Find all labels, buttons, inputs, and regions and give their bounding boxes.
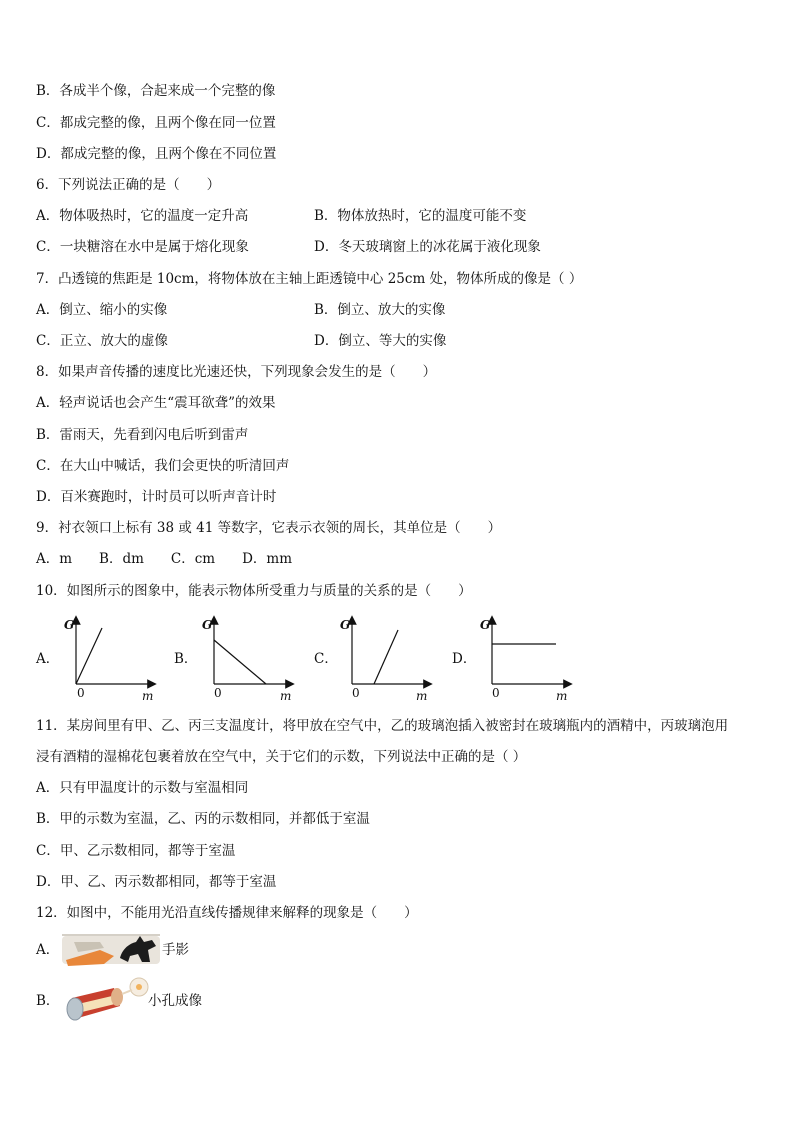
q6-option-d: D．冬天玻璃窗上的冰花属于液化现象 [314, 239, 541, 255]
q7-stem: 7．凸透镜的焦距是 10cm，将物体放在主轴上距透镜中心 25cm 处，物体所成的像是（ ） [36, 271, 583, 287]
graph-c-line [374, 630, 398, 684]
graph-a-origin: 0 [77, 686, 85, 700]
q11-stem-line1: 11．某房间里有甲、乙、丙三支温度计，将甲放在空气中，乙的玻璃泡插入被密封在玻璃瓶内的酒精中，丙玻璃泡用 [36, 718, 729, 734]
q6-option-b: B．物体放热时，它的温度可能不变 [314, 208, 527, 224]
graph-c-origin: 0 [352, 686, 360, 700]
graph-a-x-label: m [142, 689, 154, 703]
q11-stem-line2: 浸有酒精的湿棉花包裹着放在空气中，关于它们的示数，下列说法中正确的是（ ） [36, 749, 527, 765]
graph-d-origin: 0 [492, 686, 500, 700]
q5-option-c: C．都成完整的像，且两个像在同一位置 [36, 115, 276, 131]
pinhole-camera-image [60, 976, 150, 1028]
q12-option-a-caption: 手影 [162, 942, 189, 958]
graph-c-x-label: m [416, 689, 428, 703]
q11-option-b: B．甲的示数为室温，乙、丙的示数相同，并都低于室温 [36, 811, 370, 827]
graph-c-y-label: G [340, 618, 351, 632]
q6-option-a: A．物体吸热时，它的温度一定升高 [36, 208, 249, 224]
q7-option-d: D．倒立、等大的实像 [314, 333, 447, 349]
q11-option-a: A．只有甲温度计的示数与室温相同 [36, 780, 249, 796]
q7-option-c: C．正立、放大的虚像 [36, 333, 168, 349]
graph-c-label: C． [314, 651, 338, 667]
graph-a-label: A． [36, 651, 60, 667]
q8-option-c: C．在大山中喊话，我们会更快的听清回声 [36, 458, 290, 474]
graph-a-y-label: G [64, 618, 75, 632]
q8-option-d: D．百米赛跑时，计时员可以听声音计时 [36, 489, 277, 505]
q12-option-b-caption: 小孔成像 [148, 993, 202, 1009]
graph-d-y-label: G [480, 618, 491, 632]
q12-option-b-label: B． [36, 993, 60, 1009]
q9-stem: 9．衬衣领口上标有 38 或 41 等数字，它表示衣领的周长，其单位是（ ） [36, 520, 502, 536]
graph-d-x-label: m [556, 689, 568, 703]
q8-stem: 8．如果声音传播的速度比光速还快，下列现象会发生的是（ ） [36, 364, 437, 380]
q6-stem: 6．下列说法正确的是（ ） [36, 177, 221, 193]
graph-b-x-label: m [280, 689, 292, 703]
q12-stem: 12．如图中，不能用光沿直线传播规律来解释的现象是（ ） [36, 905, 418, 921]
q5-option-d: D．都成完整的像，且两个像在不同位置 [36, 146, 277, 162]
graph-b-line [214, 640, 266, 684]
q9-options: A．m B．dm C．cm D．mm [36, 551, 293, 567]
q11-option-d: D．甲、乙、丙示数都相同，都等于室温 [36, 874, 277, 890]
q10-stem: 10．如图所示的图象中，能表示物体所受重力与质量的关系的是（ ） [36, 583, 472, 599]
graph-d-label: D． [452, 651, 477, 667]
hand-shadow-image [60, 930, 162, 968]
graph-b-y-label: G [202, 618, 213, 632]
graph-b-label: B． [174, 651, 198, 667]
q7-option-b: B．倒立、放大的实像 [314, 302, 446, 318]
q8-option-b: B．雷雨天，先看到闪电后听到雷声 [36, 427, 249, 443]
graph-b-origin: 0 [214, 686, 222, 700]
q7-option-a: A．倒立、缩小的实像 [36, 302, 168, 318]
q11-option-c: C．甲、乙示数相同，都等于室温 [36, 843, 236, 859]
graph-a-line [76, 628, 102, 684]
q5-option-b: B．各成半个像，合起来成一个完整的像 [36, 83, 276, 99]
q12-option-a-label: A． [36, 942, 60, 958]
q6-option-c: C．一块糖溶在水中是属于熔化现象 [36, 239, 249, 255]
q8-option-a: A．轻声说话也会产生“震耳欲聋”的效果 [36, 395, 276, 411]
